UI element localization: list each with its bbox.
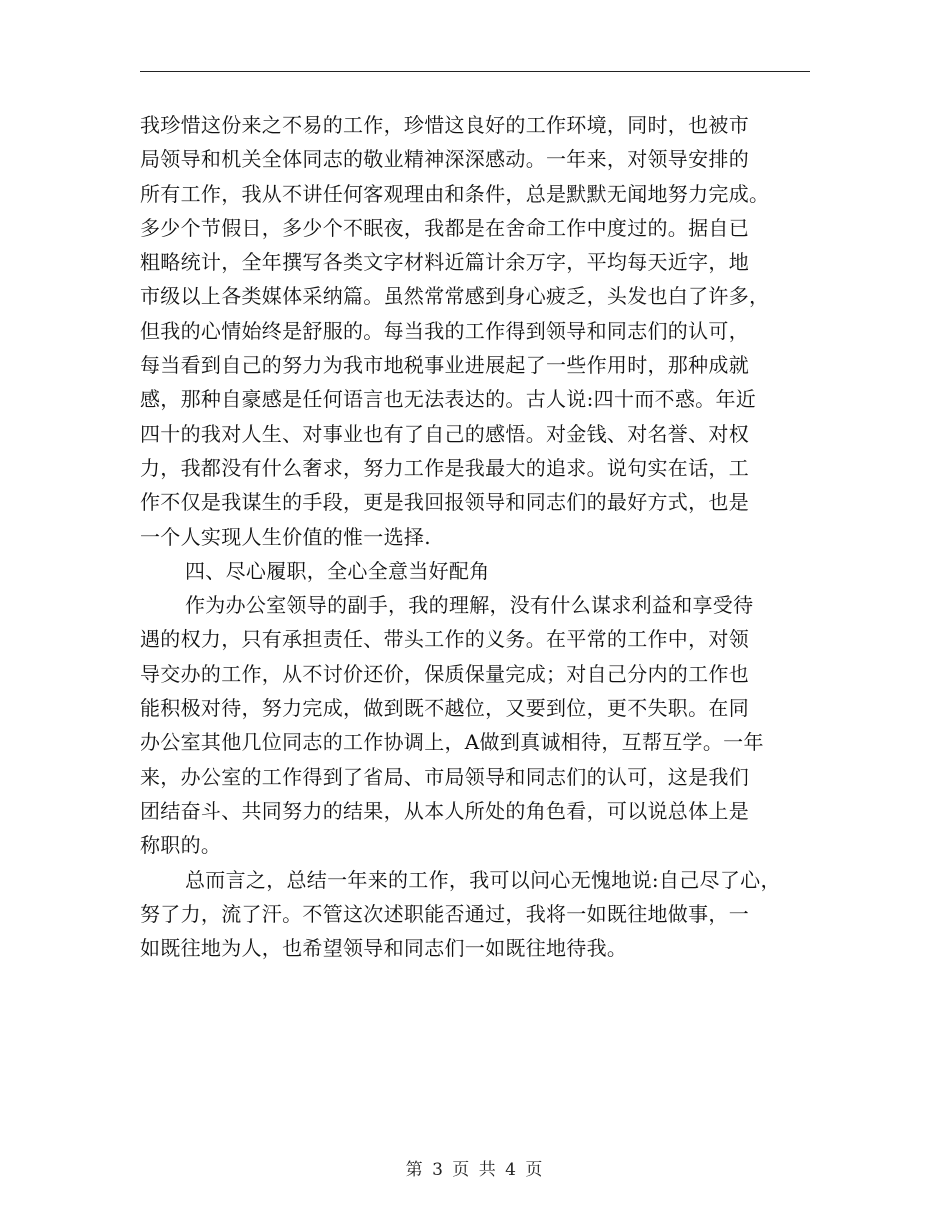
page-number-footer: 第 3 页 共 4 页 (405, 1160, 545, 1180)
text-line: 如既往地为人，也希望领导和同志们一如既往地待我。 (140, 936, 628, 961)
text-line: 努了力，流了汗。不管这次述职能否通过，我将一如既往地做事，一 (140, 901, 749, 926)
text-line: 办公室其他几位同志的工作协调上，A做到真诚相待，互帮互学。一年 (140, 730, 764, 755)
text-line: 市级以上各类媒体采纳篇。虽然常常感到身心疲乏，头发也白了许多， (140, 284, 770, 309)
text-line: 导交办的工作，从不讨价还价，保质保量完成；对自己分内的工作也 (140, 661, 749, 686)
document-body (140, 108, 820, 965)
text-line: 粗略统计，全年撰写各类文字材料近篇计余万字，平均每天近字，地 (140, 250, 749, 275)
header-rule (140, 71, 810, 72)
text-line: 但我的心情始终是舒服的。每当我的工作得到领导和同志们的认可， (140, 318, 749, 343)
text-line: 一个人实现人生价值的惟一选择. (140, 524, 431, 549)
text-line: 团结奋斗、共同努力的结果，从本人所处的角色看，可以说总体上是 (140, 798, 749, 823)
section-heading: 四、尽心履职，全心全意当好配角 (185, 558, 490, 583)
text-line: 总而言之，总结一年来的工作，我可以问心无愧地说:自己尽了心， (185, 867, 781, 892)
text-line: 多少个节假日，多少个不眠夜，我都是在舍命工作中度过的。据自已 (140, 215, 749, 240)
text-line: 遇的权力，只有承担责任、带头工作的义务。在平常的工作中，对领 (140, 627, 749, 652)
text-line: 来，办公室的工作得到了省局、市局领导和同志们的认可，这是我们 (140, 764, 749, 789)
text-line: 局领导和机关全体同志的敬业精神深深感动。一年来，对领导安排的 (140, 147, 749, 172)
text-line: 称职的。 (140, 833, 222, 858)
text-line: 每当看到自己的努力为我市地税事业进展起了一些作用时，那种成就 (140, 353, 749, 378)
text-line: 所有工作，我从不讲任何客观理由和条件，总是默默无闻地努力完成。 (140, 181, 770, 206)
text-line: 力，我都没有什么奢求，努力工作是我最大的追求。说句实在话，工 (140, 455, 749, 480)
text-line: 作为办公室领导的副手，我的理解，没有什么谋求利益和享受待 (185, 593, 754, 618)
text-line: 四十的我对人生、对事业也有了自己的感悟。对金钱、对名誉、对权 (140, 421, 749, 446)
text-line: 我珍惜这份来之不易的工作，珍惜这良好的工作环境，同时，也被市 (140, 113, 749, 137)
text-line: 作不仅是我谋生的手段，更是我回报领导和同志们的最好方式，也是 (140, 490, 749, 515)
text-line: 感，那种自豪感是任何语言也无法表达的。古人说:四十而不惑。年近 (140, 387, 757, 412)
text-line: 能积极对待，努力完成，做到既不越位，又要到位，更不失职。在同 (140, 696, 749, 721)
